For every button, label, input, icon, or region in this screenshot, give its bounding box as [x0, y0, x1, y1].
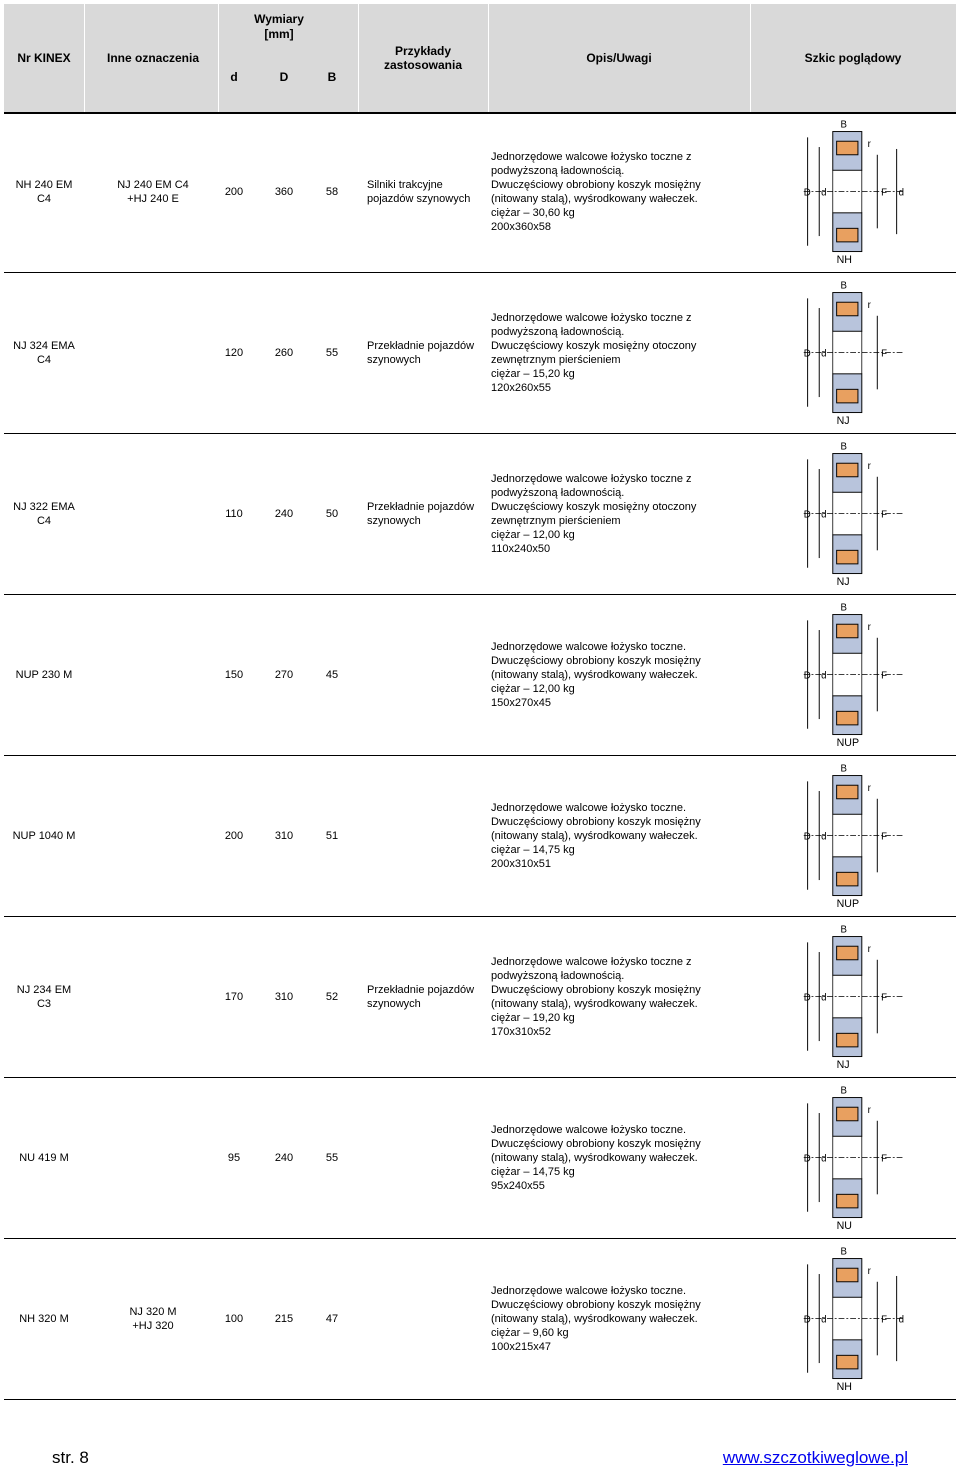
table-row — [4, 595, 956, 756]
sketch-dim-label: B — [840, 1085, 847, 1097]
zastosowania-line: Przekładnie pojazdów — [367, 501, 475, 513]
opis-line: podwyższoną ładownością. — [491, 165, 625, 177]
zastosowania-line: pojazdów szynowych — [367, 193, 471, 205]
sketch-dim-label: F — [881, 348, 888, 360]
nr-kinex-line: NU 419 M — [19, 1152, 69, 1164]
sketch-dim-label: r — [867, 622, 871, 634]
nr-kinex — [4, 917, 84, 1077]
opis-line: Dwuczęściowy obrobiony koszyk mosiężny — [491, 984, 701, 996]
nr-kinex-line: C4 — [36, 515, 52, 527]
sketch-dim-label: r — [867, 783, 871, 795]
nr-kinex-line: NH 320 M — [19, 1313, 69, 1325]
inne-oznaczenia — [88, 273, 218, 433]
nr-kinex — [4, 1078, 84, 1238]
sketch-type-label: NH — [836, 254, 853, 267]
sketch-dim-label: d — [821, 348, 827, 360]
table-row — [4, 112, 956, 273]
sketch-dim-label: F — [881, 187, 888, 199]
dim-d: 120 — [224, 347, 244, 359]
sketch-dim-label: B — [840, 924, 847, 936]
sketch-dim-label: F — [881, 992, 888, 1004]
sketch-dim-label: d — [821, 670, 827, 682]
opis-line: Jednorzędowe walcowe łożysko toczne. — [491, 802, 687, 814]
dim-D: 360 — [274, 186, 294, 198]
inne-oznaczenia — [88, 112, 218, 272]
sketch-dim-label: d — [821, 1153, 827, 1165]
inne-oznaczenia-line: +HJ 240 E — [127, 193, 179, 205]
nr-kinex — [4, 112, 84, 272]
bearing-sketch — [796, 118, 916, 268]
bearing-drawing — [804, 603, 905, 749]
opis-line: zewnętrznym pierścieniem — [491, 354, 621, 366]
dim-D: 215 — [274, 1313, 294, 1325]
inne-oznaczenia — [88, 595, 218, 755]
opis-line: podwyższoną ładownością. — [491, 487, 625, 499]
bearing-drawing — [804, 1247, 905, 1393]
opis-line: (nitowany stalą), wyśrodkowany wałeczek. — [491, 830, 698, 842]
sketch-dim-label: d — [821, 831, 827, 843]
table-row — [4, 273, 956, 434]
sketch-dim-label: F — [881, 1314, 888, 1326]
opis — [491, 434, 701, 594]
table-row — [4, 1239, 956, 1400]
dim-d: 170 — [224, 991, 244, 1003]
opis-line: 110x240x50 — [491, 543, 551, 555]
page-number: str. 8 — [52, 1448, 89, 1467]
bearing-sketch — [796, 762, 916, 912]
sketch-dim-label: B — [840, 1246, 847, 1258]
table-row — [4, 917, 956, 1078]
opis-line: ciężar – 9,60 kg — [491, 1327, 569, 1339]
bearing-sketch — [796, 923, 916, 1073]
bearing-sketch — [796, 1084, 916, 1234]
nr-kinex — [4, 273, 84, 433]
opis-line: (nitowany stalą), wyśrodkowany wałeczek. — [491, 1152, 698, 1164]
dim-B: 45 — [325, 669, 339, 681]
sketch-dim-label: d — [821, 509, 827, 521]
nr-kinex-line: NUP 230 M — [15, 669, 73, 681]
sketch-dim-label: B — [840, 763, 847, 775]
header-D: D — [279, 70, 289, 84]
bearing-drawing — [804, 1086, 905, 1232]
bearing-drawing — [804, 120, 905, 266]
opis-line: Jednorzędowe walcowe łożysko toczne. — [491, 641, 687, 653]
zastosowania — [367, 595, 487, 755]
nr-kinex — [4, 756, 84, 916]
opis-line: (nitowany stalą), wyśrodkowany wałeczek. — [491, 1313, 698, 1325]
sketch-dim-label: D — [803, 1314, 811, 1326]
opis-line: 200x310x51 — [491, 858, 551, 870]
sketch-dim-label: r — [867, 1105, 871, 1117]
sketch-dim-label: B — [840, 280, 847, 292]
zastosowania — [367, 756, 487, 916]
sketch-dim-label: D — [803, 187, 811, 199]
bearing-sketch — [796, 279, 916, 429]
bearing-sketch — [796, 1245, 916, 1395]
opis-line: ciężar – 14,75 kg — [491, 844, 575, 856]
sketch-type-label: NUP — [836, 737, 860, 750]
header-opis: Opis/Uwagi — [586, 51, 652, 65]
dim-B: 52 — [325, 991, 339, 1003]
zastosowania — [367, 917, 487, 1077]
header-inne: Inne oznaczenia — [106, 51, 200, 65]
dim-B: 55 — [325, 1152, 339, 1164]
inne-oznaczenia — [88, 917, 218, 1077]
sketch-dim-label: D — [803, 670, 811, 682]
bearing-drawing — [804, 764, 905, 910]
opis-line: podwyższoną ładownością. — [491, 326, 625, 338]
opis-line: Jednorzędowe walcowe łożysko toczne z — [491, 956, 692, 968]
sketch-type-label: NUP — [836, 898, 860, 911]
table-row — [4, 434, 956, 595]
opis — [491, 1078, 701, 1238]
sketch-type-label: NJ — [836, 576, 850, 589]
dim-d: 200 — [224, 830, 244, 842]
header-app-line1: Przykłady — [394, 44, 452, 58]
dim-d: 95 — [227, 1152, 241, 1164]
bearing-sketch — [796, 440, 916, 590]
sketch-dim-label: r — [867, 1266, 871, 1278]
opis-line: Dwuczęściowy obrobiony koszyk mosiężny — [491, 179, 701, 191]
opis-line: 150x270x45 — [491, 697, 551, 709]
opis-line: zewnętrznym pierścieniem — [491, 515, 621, 527]
header-nr-kinex: Nr KINEX — [17, 51, 71, 65]
dim-D: 240 — [274, 1152, 294, 1164]
zastosowania-line: Przekładnie pojazdów — [367, 340, 475, 352]
sketch-dim-label: D — [803, 831, 811, 843]
opis — [491, 273, 701, 433]
sketch-dim-label: D — [803, 348, 811, 360]
table-row — [4, 756, 956, 917]
opis-line: Dwuczęściowy koszyk mosiężny otoczony — [491, 340, 697, 352]
sketch-type-label: NH — [836, 1381, 853, 1394]
header-app-line2: zastosowania — [383, 58, 463, 72]
opis-line: (nitowany stalą), wyśrodkowany wałeczek. — [491, 669, 698, 681]
dim-B: 47 — [325, 1313, 339, 1325]
header-szkic: Szkic poglądowy — [804, 51, 902, 65]
dim-d: 100 — [224, 1313, 244, 1325]
website-link[interactable]: www.szczotkiweglowe.pl — [722, 1448, 908, 1467]
sketch-dim-label: D — [803, 509, 811, 521]
nr-kinex — [4, 1239, 84, 1399]
sketch-dim-label: d — [898, 187, 904, 199]
bearing-sketch — [796, 601, 916, 751]
zastosowania-line: szynowych — [367, 354, 421, 366]
sketch-dim-label: B — [840, 441, 847, 453]
opis-line: Dwuczęściowy obrobiony koszyk mosiężny — [491, 1138, 701, 1150]
nr-kinex-line: NJ 322 EMA — [13, 501, 75, 513]
inne-oznaczenia — [88, 1078, 218, 1238]
opis — [491, 1239, 701, 1399]
header-wymiary-line2: [mm] — [264, 27, 294, 41]
sketch-dim-label: d — [898, 1314, 904, 1326]
opis-line: podwyższoną ładownością. — [491, 970, 625, 982]
sketch-dim-label: F — [881, 670, 888, 682]
dim-D: 270 — [274, 669, 294, 681]
opis-line: ciężar – 19,20 kg — [491, 1012, 575, 1024]
zastosowania — [367, 273, 487, 433]
bearing-drawing — [804, 281, 905, 427]
opis-line: Dwuczęściowy koszyk mosiężny otoczony — [491, 501, 697, 513]
dim-D: 260 — [274, 347, 294, 359]
zastosowania-line: szynowych — [367, 998, 421, 1010]
opis-line: (nitowany stalą), wyśrodkowany wałeczek. — [491, 998, 698, 1010]
opis — [491, 595, 701, 755]
sketch-type-label: NJ — [836, 415, 850, 428]
inne-oznaczenia — [88, 434, 218, 594]
dim-D: 240 — [274, 508, 294, 520]
sketch-type-label: NU — [836, 1220, 853, 1233]
sketch-dim-label: r — [867, 461, 871, 473]
sketch-dim-label: d — [821, 992, 827, 1004]
sketch-dim-label: F — [881, 831, 888, 843]
sketch-dim-label: D — [803, 1153, 811, 1165]
dim-d: 110 — [225, 508, 243, 520]
opis-line: Jednorzędowe walcowe łożysko toczne. — [491, 1285, 687, 1297]
sketch-dim-label: B — [840, 602, 847, 614]
sketch-dim-label: d — [821, 1314, 827, 1326]
sketch-dim-label: d — [821, 187, 827, 199]
bearing-drawing — [804, 925, 905, 1071]
dim-B: 50 — [325, 508, 339, 520]
inne-oznaczenia-line: NJ 240 EM C4 — [117, 179, 189, 191]
sketch-type-label: NJ — [836, 1059, 850, 1072]
opis-line: 170x310x52 — [491, 1026, 551, 1038]
zastosowania — [367, 112, 487, 272]
dim-D: 310 — [274, 991, 294, 1003]
opis-line: (nitowany stalą), wyśrodkowany wałeczek. — [491, 193, 698, 205]
inne-oznaczenia — [88, 756, 218, 916]
bearing-drawing — [804, 442, 905, 588]
opis-line: 200x360x58 — [491, 221, 551, 233]
opis-line: Jednorzędowe walcowe łożysko toczne z — [491, 151, 692, 163]
dim-d: 200 — [224, 186, 244, 198]
opis-line: ciężar – 15,20 kg — [491, 368, 575, 380]
sketch-dim-label: F — [881, 1153, 888, 1165]
dim-B: 58 — [325, 186, 339, 198]
inne-oznaczenia-line: +HJ 320 — [132, 1320, 174, 1332]
opis-line: 95x240x55 — [491, 1180, 545, 1192]
nr-kinex-line: C4 — [36, 193, 52, 205]
sketch-dim-label: r — [867, 139, 871, 151]
dim-B: 55 — [325, 347, 339, 359]
opis-line: ciężar – 12,00 kg — [491, 683, 575, 695]
zastosowania-line: Przekładnie pojazdów — [367, 984, 475, 996]
zastosowania — [367, 1239, 487, 1399]
opis — [491, 917, 701, 1077]
header-wymiary — [214, 12, 344, 42]
opis-line: 120x260x55 — [491, 382, 551, 394]
opis-line: ciężar – 30,60 kg — [491, 207, 575, 219]
zastosowania-line: szynowych — [367, 515, 421, 527]
nr-kinex-line: NJ 234 EM — [16, 984, 72, 996]
opis-line: Dwuczęściowy obrobiony koszyk mosiężny — [491, 1299, 701, 1311]
opis — [491, 756, 701, 916]
nr-kinex-line: NJ 324 EMA — [13, 340, 75, 352]
opis-line: Dwuczęściowy obrobiony koszyk mosiężny — [491, 816, 701, 828]
header-B: B — [327, 70, 337, 84]
nr-kinex-line: NUP 1040 M — [12, 830, 76, 842]
header-zastosowania — [358, 4, 488, 112]
nr-kinex-line: C4 — [36, 354, 52, 366]
opis-line: ciężar – 12,00 kg — [491, 529, 575, 541]
nr-kinex-line: NH 240 EM — [15, 179, 73, 191]
opis-line: ciężar – 14,75 kg — [491, 1166, 575, 1178]
nr-kinex — [4, 595, 84, 755]
sketch-dim-label: B — [840, 119, 847, 131]
sketch-dim-label: F — [881, 509, 888, 521]
zastosowania — [367, 434, 487, 594]
dim-D: 310 — [274, 830, 294, 842]
table-row — [4, 1078, 956, 1239]
opis-line: Jednorzędowe walcowe łożysko toczne z — [491, 312, 692, 324]
nr-kinex-line: C3 — [36, 998, 52, 1010]
opis-line: Jednorzędowe walcowe łożysko toczne. — [491, 1124, 687, 1136]
opis-line: 100x215x47 — [491, 1341, 551, 1353]
zastosowania-line: Silniki trakcyjne — [367, 179, 443, 191]
nr-kinex — [4, 434, 84, 594]
sketch-dim-label: r — [867, 944, 871, 956]
header-d: d — [230, 70, 238, 84]
dim-B: 51 — [325, 830, 339, 842]
table-header — [4, 4, 956, 114]
dim-d: 150 — [224, 669, 244, 681]
opis-line: Dwuczęściowy obrobiony koszyk mosiężny — [491, 655, 701, 667]
header-wymiary-line1: Wymiary — [254, 12, 304, 26]
opis-line: Jednorzędowe walcowe łożysko toczne z — [491, 473, 692, 485]
inne-oznaczenia — [88, 1239, 218, 1399]
sketch-dim-label: D — [803, 992, 811, 1004]
zastosowania — [367, 1078, 487, 1238]
sketch-dim-label: r — [867, 300, 871, 312]
opis — [491, 112, 701, 272]
inne-oznaczenia-line: NJ 320 M — [129, 1306, 177, 1318]
